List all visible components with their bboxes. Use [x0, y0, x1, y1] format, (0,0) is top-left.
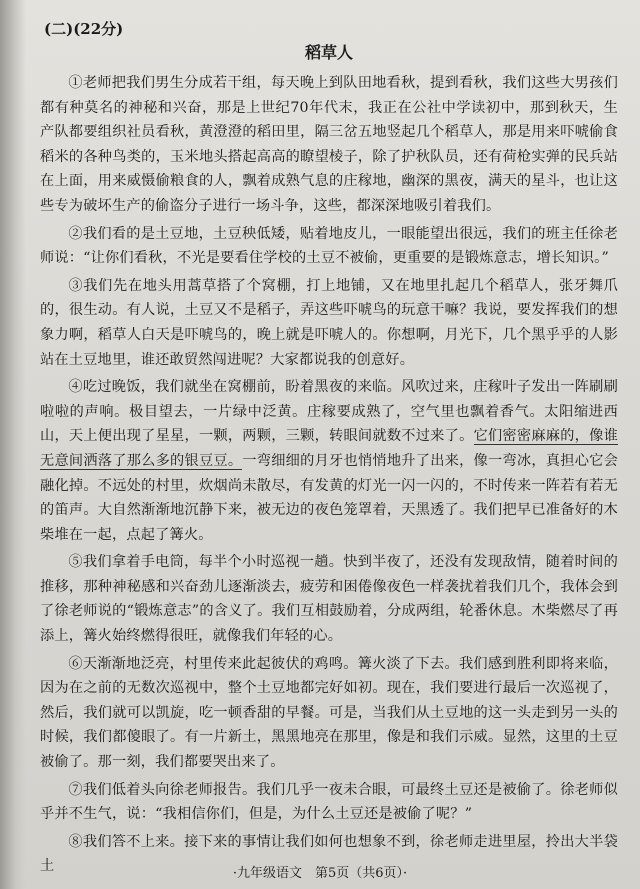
paragraph-6: ⑥天渐渐地泛亮，村里传来此起彼伏的鸡鸣。篝火淡了下去。我们感到胜利即将来临，因为在之前的无数次巡视中，整个土豆地都完好如初。现在，我们要进行最后一次巡视了，然后，我们就可以凯旋，吃一顿香甜的早餐。可是，当我们从土豆地的这一头走到另一头的时候，我们都傻眼了。有一片新土，黑黑地亮在那里，像是和我们示威。显然，这里的土豆被偷了。那一刻，我们都要哭出来了。 — [40, 655, 618, 771]
underlined-sentence: 它们密密麻麻的，像谁无意间洒落了那么多的银豆豆。 — [40, 428, 618, 469]
binding-shadow — [0, 0, 26, 889]
paragraph-7: ⑦我们低着头向徐老师报告。我们几乎一夜未合眼，可最终土豆还是被偷了。徐老师似乎并不生气，说：“我相信你们，但是，为什么土豆还是被偷了呢？” — [40, 781, 618, 823]
paragraph-4: ④吃过晚饭，我们就坐在窝棚前，盼着黑夜的来临。风吹过来，庄稼叶子发出一阵刷刷啦啦的声响。极目望去，一片绿中泛黄。庄稼要成熟了，空气里也飘着香气。太阳缩进西山，天上便出现了星星，一颗，两颗，三颗，转眼间就数不过来了。它们密密麻麻的，像谁无意间洒落了那么多的银豆豆。一弯细细的月牙也悄悄地升了出来，像一弯冰，真担心它会融化掉。不远处的村里，炊烟尚未散尽，有发黄的灯光一闪一闪的，不时传来一阵若有若无的笛声。大自然渐渐地沉静下来，被无边的夜色笼罩着，天黑透了。我们把早已准备好的木柴堆在一起，点起了篝火。 — [40, 379, 618, 543]
passage-body — [40, 71, 618, 879]
page-footer: ·九年级语文 第5页（共6页）· — [232, 866, 408, 881]
paragraph-1: ①老师把我们男生分成若干组，每天晚上到队田地看秋，提到看秋，我们这些大男孩们都有种莫名的神秘和兴奋，那是上世纪70年代末，我正在公社中学读初中，那到秋天，生产队都要组织社员看秋，黄澄澄的稻田里，隔三岔五地竖起几个稻草人，那是用来吓唬偷食稻米的各种鸟类的，玉米地头搭起高高的瞭望棱子，除了护秋队员，还有荷枪实弹的民兵站在上面，用来威慑偷粮食的人，飘着成熟气息的庄稼地，幽深的黑夜，满天的星斗，也让这些专为破坏生产的偷盗分子进行一场斗争，这些，都深深地吸引着我们。 — [40, 75, 618, 214]
section-heading: (二)(22分) — [44, 20, 124, 38]
paragraph-5: ⑤我们拿着手电筒，每半个小时巡视一趟。快到半夜了，还没有发现敌情，随着时间的推移，那种神秘感和兴奋劲儿逐渐淡去，疲劳和困倦像夜色一样袭扰着我们几个，我体会到了徐老师说的“锻炼意志”的含义了。我们互相鼓励着，分成两组，轮番休息。木柴燃尽了再添上，篝火始终燃得很旺，就像我们年轻的心。 — [40, 554, 618, 645]
passage-title: 稻草人 — [304, 43, 353, 62]
paragraph-8: ⑧我们答不上来。接下来的事情让我们如何也想象不到，徐老师走进里屋，拎出大半袋土 — [40, 833, 618, 875]
paragraph-3: ③我们先在地头用蒿草搭了个窝棚，打上地铺，又在地里扎起几个稻草人，张牙舞爪的，很生动。有人说，土豆又不是稻子，弄这些吓唬鸟的玩意干嘛？我说，要发挥我们的想象力啊，稻草人白天是吓唬鸟的，晚上就是吓唬人的。你想啊，月光下，几个黑乎乎的人影站在土豆地里，谁还敢贸然闯进呢？大家都说我的创意好。 — [40, 277, 618, 368]
paragraph-2: ②我们看的是土豆地，土豆秧低矮，贴着地皮儿，一眼能望出很远，我们的班主任徐老师说：“让你们看秋，不光是要看住学校的土豆不被偷，更重要的是锻炼意志，增长知识。” — [40, 225, 618, 267]
